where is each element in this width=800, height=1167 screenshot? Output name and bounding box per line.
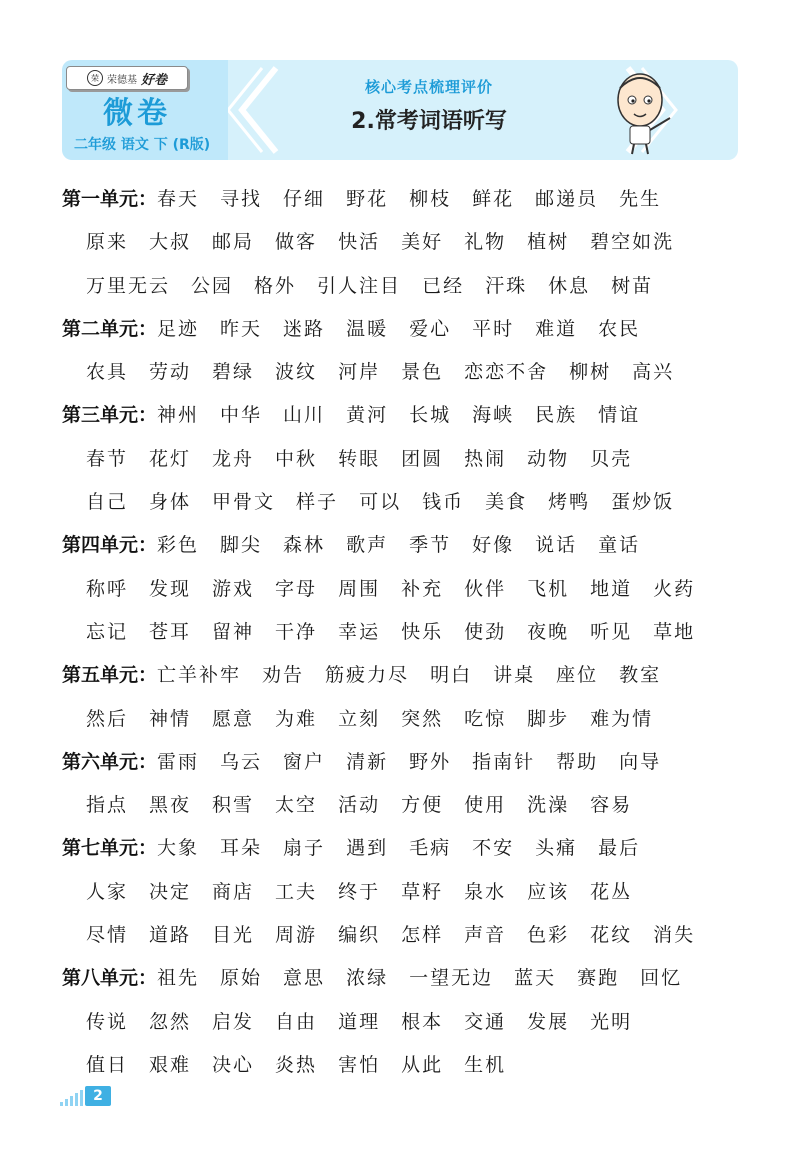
vocab-word: 春节	[86, 447, 129, 470]
vocab-word: 美食	[485, 491, 528, 514]
vocab-word: 彩色	[157, 534, 200, 557]
vocab-word: 启发	[212, 1010, 255, 1033]
vocab-word: 邮递员	[535, 188, 599, 210]
vocab-word: 礼物	[464, 231, 507, 254]
title-panel	[228, 60, 738, 160]
vocab-word: 泉水	[464, 880, 507, 903]
vocab-word: 野外	[409, 750, 452, 773]
vocab-word: 烤鸭	[548, 491, 591, 514]
vocab-word: 波纹	[275, 361, 318, 384]
vocab-word: 容易	[590, 794, 633, 817]
vocab-word: 浓绿	[346, 967, 389, 990]
vocab-line	[62, 351, 752, 394]
vocab-word: 帮助	[556, 750, 599, 773]
vocab-line	[62, 481, 752, 524]
vocab-word: 民族	[535, 404, 578, 427]
brand-name: 荣德基	[106, 74, 137, 86]
vocab-word: 清新	[346, 750, 389, 773]
vocab-line	[62, 394, 752, 437]
vocab-word: 中华	[220, 404, 263, 427]
vocab-line	[62, 265, 752, 308]
mascot-boy-icon	[604, 66, 684, 156]
vocab-word: 窗户	[283, 750, 326, 773]
vocab-word: 方便	[401, 794, 444, 817]
vocab-word: 钱币	[422, 491, 465, 514]
vocab-word: 恋恋不舍	[464, 361, 549, 384]
vocab-word: 编织	[338, 924, 381, 947]
vocab-word: 声音	[464, 924, 507, 947]
vocab-word: 为难	[275, 707, 318, 730]
vocab-word: 大叔	[149, 231, 192, 254]
vocab-word: 山川	[283, 404, 326, 427]
vocab-word: 立刻	[338, 707, 381, 730]
vocab-line	[62, 221, 752, 264]
vocab-word: 蛋炒饭	[611, 491, 675, 514]
vocab-word: 情谊	[598, 404, 641, 427]
vocab-word: 温暖	[346, 317, 389, 340]
vocab-word: 森林	[283, 534, 326, 557]
vocab-word: 爱心	[409, 317, 452, 340]
vocab-line	[62, 524, 752, 567]
vocab-word: 明白	[430, 664, 473, 687]
vocab-word: 扇子	[283, 837, 326, 860]
page-number: 2	[85, 1086, 111, 1106]
vocab-word: 神州	[157, 404, 200, 427]
vocab-word: 留神	[212, 620, 255, 643]
vocab-word: 赛跑	[577, 967, 620, 990]
vocab-word: 工夫	[275, 880, 318, 903]
unit-label: 第二单元：	[62, 317, 158, 340]
vocab-word: 万里无云	[86, 274, 171, 297]
vocab-word: 引人注目	[317, 274, 402, 297]
vocab-word: 值日	[86, 1053, 129, 1076]
vocab-word: 农具	[86, 361, 129, 384]
grade-info: 二年级 语文 下 (R版)	[74, 137, 211, 153]
vocab-word: 害怕	[338, 1053, 381, 1076]
vocab-word: 决定	[149, 880, 192, 903]
brand-tag	[66, 66, 188, 90]
vocab-word: 公园	[191, 274, 234, 297]
signal-bars-icon	[60, 1090, 83, 1106]
vocab-word: 消失	[653, 924, 696, 947]
vocab-word: 寻找	[220, 188, 263, 210]
vocab-word: 使劲	[464, 620, 507, 643]
vocab-word: 耳朵	[220, 837, 263, 860]
vocab-word: 生机	[464, 1053, 507, 1076]
topic-label: 核心考点梳理评价	[364, 78, 493, 96]
vocab-word: 长城	[409, 404, 452, 427]
vocab-word: 身体	[149, 491, 192, 514]
vocab-line	[62, 871, 752, 914]
vocab-word: 黄河	[346, 404, 389, 427]
vocab-word: 指南针	[472, 750, 536, 773]
vocab-word: 飞机	[527, 577, 570, 600]
vocab-word: 树苗	[611, 274, 654, 297]
vocab-word: 头痛	[535, 837, 578, 860]
vocab-line	[62, 178, 752, 221]
vocab-word: 决心	[212, 1053, 255, 1076]
vocab-word: 歌声	[346, 534, 389, 557]
lesson-title: 2.常考词语听写	[351, 109, 507, 134]
vocab-word: 花灯	[149, 447, 192, 470]
unit-label: 第四单元：	[62, 534, 158, 557]
vocab-word: 幸运	[338, 620, 381, 643]
vocab-word: 原始	[220, 967, 263, 990]
vocab-word: 商店	[212, 880, 255, 903]
vocab-word: 平时	[472, 317, 515, 340]
vocab-word: 终于	[338, 880, 381, 903]
vocab-word: 快乐	[401, 620, 444, 643]
vocab-word: 色彩	[527, 924, 570, 947]
vocab-word: 伙伴	[464, 577, 507, 600]
vocab-word: 补充	[401, 577, 444, 600]
page-footer	[60, 1086, 111, 1106]
vocab-word: 根本	[401, 1010, 444, 1033]
vocab-line	[62, 568, 752, 611]
vocab-word: 休息	[548, 274, 591, 297]
vocab-line	[62, 1001, 752, 1044]
vocab-word: 热闹	[464, 447, 507, 470]
vocab-line	[62, 611, 752, 654]
vocab-word: 意思	[283, 967, 326, 990]
vocab-word: 使用	[464, 794, 507, 817]
unit-label: 第七单元：	[62, 837, 158, 860]
vocab-word: 蓝天	[514, 967, 557, 990]
vocab-word: 自己	[86, 491, 129, 514]
vocab-word: 脚尖	[220, 534, 263, 557]
vocab-word: 指点	[86, 794, 129, 817]
vocab-word: 格外	[254, 274, 297, 297]
vocab-word: 洗澡	[527, 794, 570, 817]
vocab-word: 炎热	[275, 1053, 318, 1076]
vocab-word: 劝告	[262, 664, 305, 687]
vocab-line	[62, 827, 752, 870]
brand-logo-icon: 荣	[87, 70, 103, 86]
vocab-word: 植树	[527, 231, 570, 254]
vocab-word: 柳枝	[409, 188, 452, 210]
vocab-word: 从此	[401, 1053, 444, 1076]
vocab-line	[62, 1044, 752, 1087]
unit-label: 第三单元：	[62, 404, 158, 427]
vocab-word: 苍耳	[149, 620, 192, 643]
vocab-word: 亡羊补牢	[157, 664, 242, 687]
vocab-line	[62, 438, 752, 481]
vocab-word: 春天	[157, 188, 200, 210]
vocab-word: 一望无边	[409, 967, 494, 990]
vocab-word: 昨天	[220, 317, 263, 340]
vocab-word: 干净	[275, 620, 318, 643]
vocab-word: 回忆	[640, 967, 683, 990]
vocab-word: 好像	[472, 534, 515, 557]
vocab-word: 座位	[556, 664, 599, 687]
vocab-word: 毛病	[409, 837, 452, 860]
vocab-word: 怎样	[401, 924, 444, 947]
header-banner	[62, 60, 738, 160]
vocab-line	[62, 914, 752, 957]
vocab-word: 游戏	[212, 577, 255, 600]
vocab-word: 团圆	[401, 447, 444, 470]
series-panel	[62, 60, 228, 160]
vocab-word: 教室	[619, 664, 662, 687]
vocab-word: 碧空如洗	[590, 231, 675, 254]
vocab-word: 讲桌	[493, 664, 536, 687]
unit-label: 第八单元：	[62, 967, 158, 990]
vocab-word: 大象	[157, 837, 200, 860]
vocab-word: 高兴	[632, 361, 675, 384]
vocab-word: 动物	[527, 447, 570, 470]
vocab-word: 柳树	[569, 361, 612, 384]
vocab-word: 邮局	[212, 231, 255, 254]
vocab-word: 迷路	[283, 317, 326, 340]
vocab-word: 样子	[296, 491, 339, 514]
vocab-word: 黑夜	[149, 794, 192, 817]
vocab-word: 花纹	[590, 924, 633, 947]
vocab-word: 仔细	[283, 188, 326, 210]
unit-label: 第五单元：	[62, 664, 158, 687]
vocab-word: 忘记	[86, 620, 129, 643]
vocab-word: 甲骨文	[212, 491, 276, 514]
vocab-word: 愿意	[212, 707, 255, 730]
vocab-word: 花丛	[590, 880, 633, 903]
vocab-word: 向导	[619, 750, 662, 773]
vocab-word: 祖先	[157, 967, 200, 990]
vocab-word: 美好	[401, 231, 444, 254]
vocab-word: 河岸	[338, 361, 381, 384]
vocab-word: 应该	[527, 880, 570, 903]
vocab-word: 发展	[527, 1010, 570, 1033]
vocab-word: 季节	[409, 534, 452, 557]
vocab-word: 乌云	[220, 750, 263, 773]
vocab-word: 最后	[598, 837, 641, 860]
unit-label: 第一单元：	[62, 188, 158, 210]
vocab-word: 中秋	[275, 447, 318, 470]
vocab-word: 难为情	[590, 707, 654, 730]
vocab-line	[62, 784, 752, 827]
vocab-word: 光明	[590, 1010, 633, 1033]
unit-label: 第六单元：	[62, 750, 158, 773]
vocab-word: 积雪	[212, 794, 255, 817]
vocab-word: 转眼	[338, 447, 381, 470]
vocab-word: 神情	[149, 707, 192, 730]
vocab-word: 遇到	[346, 837, 389, 860]
vocab-line	[62, 654, 752, 697]
vocab-word: 道路	[149, 924, 192, 947]
vocab-word: 脚步	[527, 707, 570, 730]
vocab-word: 交通	[464, 1010, 507, 1033]
vocab-word: 太空	[275, 794, 318, 817]
vocab-word: 周游	[275, 924, 318, 947]
vocab-word: 不安	[472, 837, 515, 860]
vocab-word: 说话	[535, 534, 578, 557]
vocab-word: 周围	[338, 577, 381, 600]
vocab-word: 发现	[149, 577, 192, 600]
vocab-word: 传说	[86, 1010, 129, 1033]
vocab-word: 人家	[86, 880, 129, 903]
vocab-word: 龙舟	[212, 447, 255, 470]
vocab-word: 地道	[590, 577, 633, 600]
vocab-word: 称呼	[86, 577, 129, 600]
vocab-word: 汗珠	[485, 274, 528, 297]
vocab-word: 已经	[422, 274, 465, 297]
vocab-word: 野花	[346, 188, 389, 210]
vocab-word: 景色	[401, 361, 444, 384]
vocab-word: 然后	[86, 707, 129, 730]
vocabulary-list	[62, 178, 752, 1087]
vocab-word: 忽然	[149, 1010, 192, 1033]
vocab-word: 农民	[598, 317, 641, 340]
vocab-word: 突然	[401, 707, 444, 730]
vocab-word: 碧绿	[212, 361, 255, 384]
vocab-word: 快活	[338, 231, 381, 254]
vocab-word: 草籽	[401, 880, 444, 903]
vocab-word: 字母	[275, 577, 318, 600]
vocab-word: 草地	[653, 620, 696, 643]
vocab-word: 贝壳	[590, 447, 633, 470]
vocab-word: 海峡	[472, 404, 515, 427]
vocab-word: 鲜花	[472, 188, 515, 210]
vocab-word: 自由	[275, 1010, 318, 1033]
vocab-word: 听见	[590, 620, 633, 643]
vocab-word: 做客	[275, 231, 318, 254]
brand-slogan: 好卷	[140, 72, 167, 88]
vocab-word: 先生	[619, 188, 662, 210]
series-title: 微卷	[103, 96, 171, 131]
vocab-word: 筋疲力尽	[325, 664, 410, 687]
vocab-word: 火药	[653, 577, 696, 600]
vocab-word: 童话	[598, 534, 641, 557]
vocab-line	[62, 741, 752, 784]
vocab-word: 劳动	[149, 361, 192, 384]
vocab-word: 活动	[338, 794, 381, 817]
vocab-word: 艰难	[149, 1053, 192, 1076]
vocab-word: 吃惊	[464, 707, 507, 730]
vocab-word: 足迹	[157, 317, 200, 340]
vocab-word: 目光	[212, 924, 255, 947]
vocab-word: 原来	[86, 231, 129, 254]
vocab-word: 可以	[359, 491, 402, 514]
vocab-line	[62, 698, 752, 741]
vocab-word: 尽情	[86, 924, 129, 947]
vocab-line	[62, 308, 752, 351]
vocab-word: 道理	[338, 1010, 381, 1033]
vocab-word: 难道	[535, 317, 578, 340]
vocab-word: 雷雨	[157, 750, 200, 773]
vocab-word: 夜晚	[527, 620, 570, 643]
vocab-line	[62, 957, 752, 1000]
